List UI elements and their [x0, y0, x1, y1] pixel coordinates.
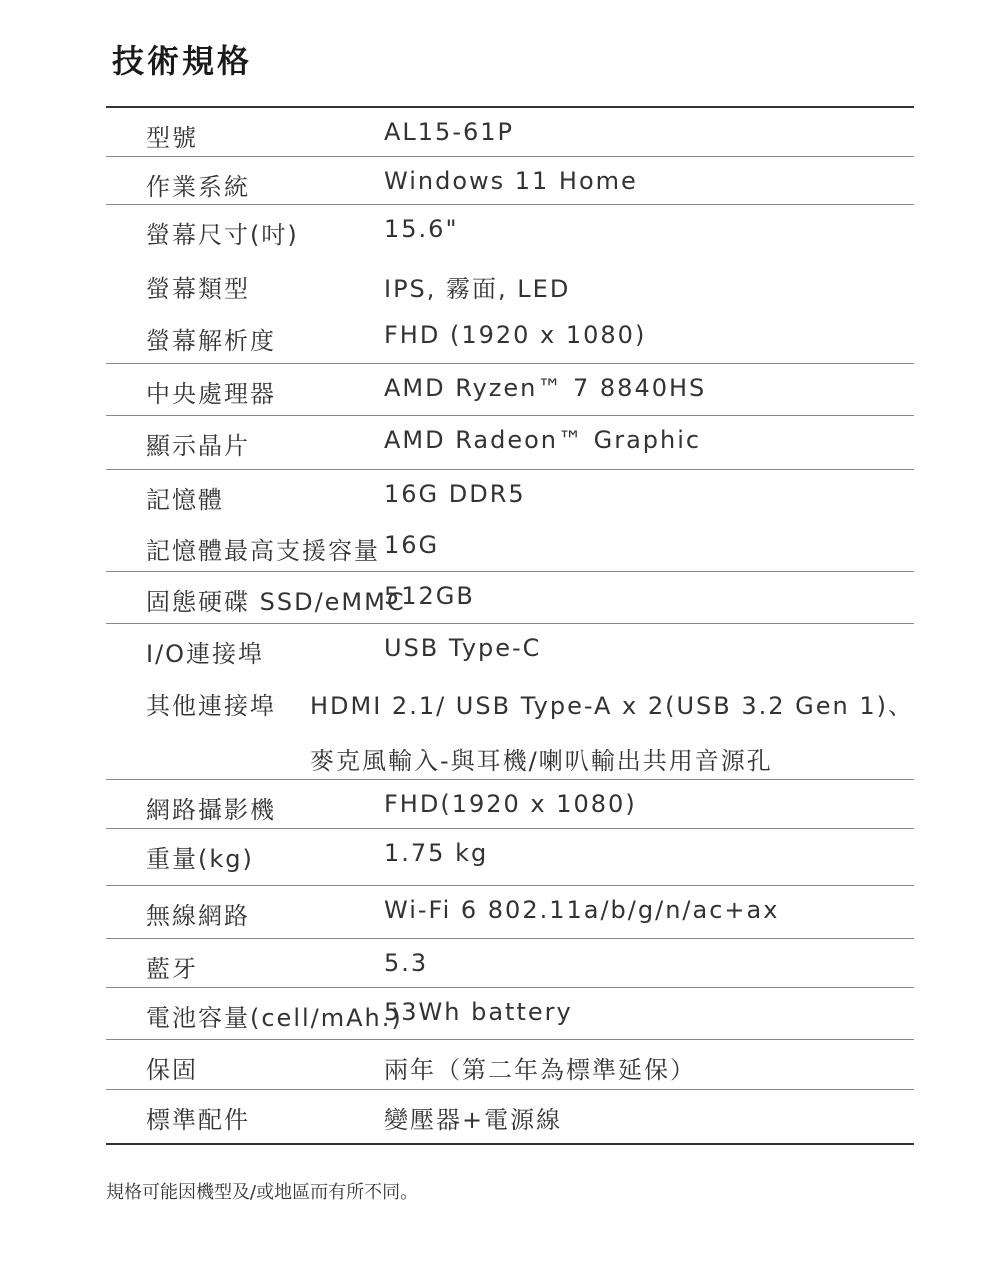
spec-row-battery	[106, 988, 914, 1040]
spec-label: 作業系統	[146, 173, 250, 201]
spec-label: 藍牙	[146, 955, 198, 983]
spec-row-weight	[106, 829, 914, 886]
spec-value	[310, 676, 914, 776]
spec-label: 其他連接埠	[146, 692, 276, 720]
spec-label: 螢幕尺寸(吋)	[146, 221, 299, 249]
spec-row-webcam	[106, 780, 914, 829]
spec-value	[384, 572, 914, 610]
spec-label: 標準配件	[146, 1106, 250, 1134]
spec-value	[384, 205, 914, 243]
spec-label: 記憶體最高支援容量	[146, 537, 380, 565]
footnote: 規格可能因機型及/或地區而有所不同。	[106, 1182, 419, 1203]
spec-value-line: 1.75 kg	[384, 839, 489, 867]
spec-value-line: 16G	[384, 531, 440, 559]
spec-row-bluetooth	[106, 939, 914, 988]
spec-row-memory	[106, 470, 914, 521]
spec-row-wireless	[106, 886, 914, 939]
spec-value	[384, 108, 914, 146]
spec-label: 記憶體	[146, 486, 224, 514]
spec-label: 網路攝影機	[146, 796, 276, 824]
spec-value-line: 變壓器+電源線	[384, 1106, 563, 1134]
spec-value-line: 兩年（第二年為標準延保）	[384, 1056, 696, 1084]
spec-row-max-memory	[106, 521, 914, 572]
spec-value-line: 15.6"	[384, 215, 459, 243]
spec-row-screen-size	[106, 205, 914, 259]
spec-value	[384, 364, 914, 402]
spec-label: 電池容量(cell/mAh.)	[146, 1004, 403, 1032]
spec-label: 中央處理器	[146, 380, 276, 408]
spec-value	[384, 1090, 914, 1135]
spec-value-line: IPS, 霧面, LED	[384, 275, 571, 303]
spec-row-warranty	[106, 1040, 914, 1090]
spec-value-line: 麥克風輸入-與耳機/喇叭輸出共用音源孔	[309, 747, 773, 775]
spec-value	[384, 624, 914, 662]
spec-value-line: AMD Radeon™ Graphic	[384, 426, 702, 454]
spec-value	[384, 470, 914, 508]
spec-row-io-ports	[106, 624, 914, 676]
spec-row-model	[106, 108, 914, 157]
spec-row-gpu	[106, 416, 914, 470]
spec-value-line: AL15-61P	[384, 118, 514, 146]
spec-value	[384, 259, 914, 304]
spec-label: I/O連接埠	[146, 640, 265, 668]
spec-value-line: HDMI 2.1/ USB Type-A x 2(USB 3.2 Gen 1)、	[309, 692, 914, 720]
spec-label: 保固	[146, 1056, 198, 1084]
spec-value-line: USB Type-C	[384, 634, 542, 662]
spec-value	[384, 416, 914, 454]
spec-row-resolution	[106, 311, 914, 364]
spec-value	[384, 157, 914, 195]
spec-value-line: FHD(1920 x 1080)	[384, 790, 637, 818]
spec-label: 無線網路	[146, 902, 250, 930]
spec-value-line: 512GB	[384, 582, 475, 610]
spec-row-screen-type	[106, 259, 914, 311]
spec-value-line: 16G DDR5	[384, 480, 526, 508]
spec-row-cpu	[106, 364, 914, 416]
spec-label: 螢幕解析度	[146, 327, 276, 355]
spec-label: 重量(kg)	[146, 845, 254, 873]
spec-value-line: 5.3	[384, 949, 429, 977]
spec-value	[384, 780, 914, 818]
spec-value	[384, 988, 914, 1026]
spec-label: 型號	[146, 124, 198, 152]
spec-label: 固態硬碟 SSD/eMMC	[146, 588, 406, 616]
spec-value-line: 53Wh battery	[384, 998, 573, 1026]
spec-value	[384, 311, 914, 349]
spec-row-accessories	[106, 1090, 914, 1143]
spec-value	[384, 939, 914, 977]
spec-row-ssd	[106, 572, 914, 624]
spec-value-line: AMD Ryzen™ 7 8840HS	[384, 374, 707, 402]
spec-value	[384, 886, 914, 924]
spec-value	[384, 521, 914, 559]
page-title: 技術規格	[112, 42, 253, 80]
spec-value	[384, 829, 914, 867]
spec-label: 顯示晶片	[146, 432, 250, 460]
spec-value-line: Windows 11 Home	[384, 167, 638, 195]
spec-value-line: FHD (1920 x 1080)	[384, 321, 647, 349]
spec-value	[384, 1040, 914, 1085]
spec-value-line: Wi-Fi 6 802.11a/b/g/n/ac+ax	[384, 896, 780, 924]
spec-row-os	[106, 157, 914, 205]
spec-label: 螢幕類型	[146, 275, 250, 303]
spec-row-other-ports	[106, 676, 914, 780]
spec-table	[106, 106, 914, 1145]
